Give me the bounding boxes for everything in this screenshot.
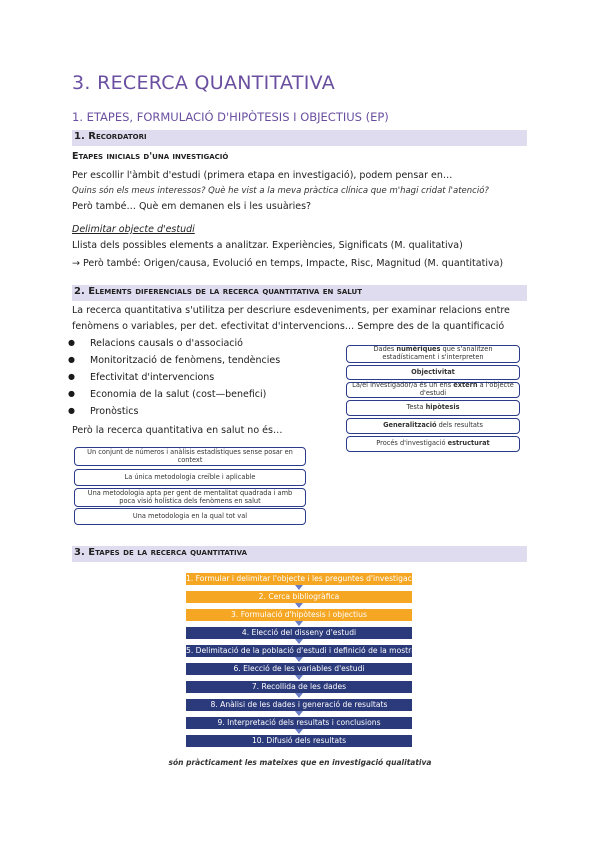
section1-line2: Quins són els meus interessos? Què he vist a la meva pràctica clínica que m'hagi cridat l'atenció? — [72, 186, 489, 196]
flow-step: 10. Difusió dels resultats — [186, 735, 412, 747]
section3-heading: 3. Etapes de la recerca quantitativa — [74, 547, 248, 558]
arrow-down-icon — [295, 711, 303, 716]
flow-step: 4. Elecció del disseny d'estudi — [186, 627, 412, 639]
not-box: Una metodologia en la qual tot val — [74, 508, 306, 525]
bullet-item: ● Economia de la salut (cost—benefici) — [90, 389, 266, 400]
section2-but: Però la recerca quantitativa en salut no és… — [72, 425, 283, 436]
section1-line1: Per escollir l'àmbit d'estudi (primera etapa en investigació), podem pensar en… — [72, 170, 453, 181]
flow-step: 2. Cerca bibliogràfica — [186, 591, 412, 603]
not-box: La única metodologia creïble i aplicable — [74, 469, 306, 486]
feature-box: Generalització dels resultats — [346, 418, 520, 434]
section1-delimit: Delimitar objecte d'estudi — [72, 224, 195, 235]
feature-box: Objectivitat — [346, 365, 520, 380]
not-box: Un conjunt de números i anàlisis estadístiques sense posar en context — [74, 447, 306, 466]
bullet-item: ● Relacions causals o d'associació — [90, 338, 243, 349]
not-box: Una metodologia apta per gent de mentalitat quadrada i amb poca visió holística dels fenòmens en salut — [74, 488, 306, 507]
flow-step: 5. Delimitació de la població d'estudi i definició de la mostra — [186, 646, 416, 655]
section2-line2: fenòmens o variables, per det. efectivitat d'intervencions… Sempre des de la quantificació — [72, 321, 505, 332]
section2-heading-bar — [72, 285, 527, 301]
arrow-down-icon — [295, 675, 303, 680]
section3-heading-bar — [72, 546, 527, 562]
bullet-item: ● Pronòstics — [90, 406, 138, 417]
section3-note: són pràcticament les mateixes que en investigació qualitativa — [168, 758, 432, 767]
section2-line1: La recerca quantitativa s'utilitza per descriure esdeveniments, per examinar relacions entre — [72, 305, 510, 316]
bullet-item: ● Monitorització de fenòmens, tendències — [90, 355, 280, 366]
flow-step: 3. Formulació d'hipòtesis i objectius — [186, 609, 412, 621]
flow-step: 9. Interpretació dels resultats i conclusions — [186, 717, 412, 729]
feature-box: Dades numèriques que s'analitzen estadísticament i s'interpreten — [346, 345, 520, 363]
flow-step: 8. Anàlisi de les dades i generació de resultats — [186, 699, 412, 711]
feature-box: Testa hipòtesis — [346, 400, 520, 416]
section-subtitle: 1. ETAPES, FORMULACIÓ D'HIPÒTESIS I OBJECTIUS (EP) — [72, 110, 389, 124]
arrow-down-icon — [295, 585, 303, 590]
section2-heading: 2. Elements diferencials de la recerca quantitativa en salut — [74, 286, 362, 297]
arrow-down-icon — [295, 657, 303, 662]
section1-heading: 1. Recordatori — [74, 131, 147, 142]
page-title: 3. RECERCA QUANTITATIVA — [72, 72, 336, 94]
arrow-down-icon — [295, 603, 303, 608]
arrow-down-icon — [295, 639, 303, 644]
arrow-down-icon — [295, 693, 303, 698]
section1-line4: Llista dels possibles elements a analitzar. Experiències, Significats (M. qualitativa) — [72, 240, 463, 251]
section1-line5: → Però també: Origen/causa, Evolució en temps, Impacte, Risc, Magnitud (M. quantitativa) — [72, 258, 504, 269]
arrow-down-icon — [295, 729, 303, 734]
flow-step: 7. Recollida de les dades — [186, 681, 412, 693]
arrow-down-icon — [295, 621, 303, 626]
section1-subheading: Etapes inicials d'una investigació — [72, 151, 229, 162]
section1-heading-bar — [72, 130, 527, 146]
flow-step: 1. Formular i delimitar l'objecte i les preguntes d'investigació — [186, 574, 419, 583]
flow-step: 6. Elecció de les variables d'estudi — [186, 663, 412, 675]
feature-box: Procés d'investigació estructurat — [346, 436, 520, 452]
feature-box: La/el investigador/a és un ens extern a l'objecte d'estudi — [346, 382, 520, 398]
section1-line3: Però també… Què em demanen els i les usuàries? — [72, 201, 312, 212]
bullet-item: ● Efectivitat d'intervencions — [90, 372, 214, 383]
